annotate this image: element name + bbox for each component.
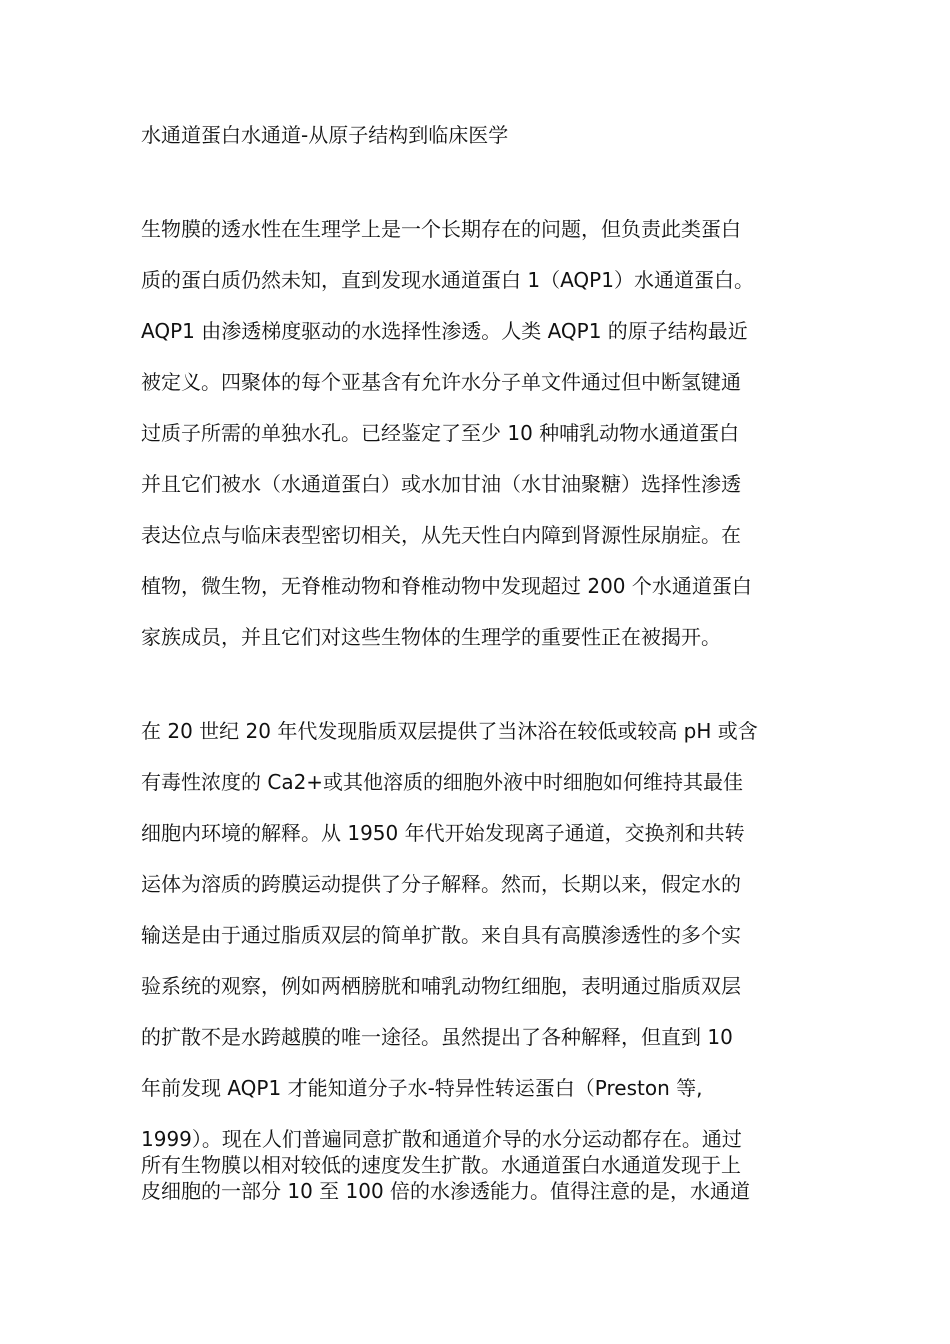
paragraph-1-line: AQP1 由渗透梯度驱动的水选择性渗透。人类 AQP1 的原子结构最近 — [141, 319, 748, 343]
paragraph-2-line: 验系统的观察，例如两栖膀胱和哺乳动物红细胞，表明通过脂质双层 — [141, 974, 741, 998]
paragraph-2-line: 在 20 世纪 20 年代发现脂质双层提供了当沐浴在较低或较高 pH 或含 — [141, 719, 758, 743]
paragraph-2-line: 皮细胞的一部分 10 至 100 倍的水渗透能力。值得注意的是，水通道 — [141, 1179, 751, 1203]
paragraph-1-line: 生物膜的透水性在生理学上是一个长期存在的问题，但负责此类蛋白 — [141, 217, 741, 241]
paragraph-2-line: 年前发现 AQP1 才能知道分子水-特异性转运蛋白（Preston 等, — [141, 1076, 703, 1100]
paragraph-1-line: 植物，微生物，无脊椎动物和脊椎动物中发现超过 200 个水通道蛋白 — [141, 574, 752, 598]
paragraph-1-line: 家族成员，并且它们对这些生物体的生理学的重要性正在被揭开。 — [141, 625, 721, 649]
paragraph-1-line: 表达位点与临床表型密切相关，从先天性白内障到肾源性尿崩症。在 — [141, 523, 741, 547]
paragraph-2-line: 输送是由于通过脂质双层的简单扩散。来自具有高膜渗透性的多个实 — [141, 923, 741, 947]
paragraph-2-line: 的扩散不是水跨越膜的唯一途径。虽然提出了各种解释，但直到 10 — [141, 1025, 733, 1049]
paragraph-2-line: 1999）。现在人们普遍同意扩散和通道介导的水分运动都存在。通过 — [141, 1127, 742, 1151]
paragraph-1-line: 被定义。四聚体的每个亚基含有允许水分子单文件通过但中断氢键通 — [141, 370, 741, 394]
paragraph-2-line: 运体为溶质的跨膜运动提供了分子解释。然而，长期以来，假定水的 — [141, 872, 741, 896]
document-title: 水通道蛋白水通道-从原子结构到临床医学 — [141, 123, 509, 147]
paragraph-1-line: 过质子所需的单独水孔。已经鉴定了至少 10 种哺乳动物水通道蛋白 — [141, 421, 740, 445]
paragraph-1-line: 并且它们被水（水通道蛋白）或水加甘油（水甘油聚糖）选择性渗透 — [141, 472, 741, 496]
paragraph-2-line: 细胞内环境的解释。从 1950 年代开始发现离子通道，交换剂和共转 — [141, 821, 745, 845]
paragraph-2-line: 有毒性浓度的 Ca2+或其他溶质的细胞外液中时细胞如何维持其最佳 — [141, 770, 744, 794]
paragraph-1-line: 质的蛋白质仍然未知，直到发现水通道蛋白 1（AQP1）水通道蛋白。 — [141, 268, 754, 292]
paragraph-2-line: 所有生物膜以相对较低的速度发生扩散。水通道蛋白水通道发现于上 — [141, 1153, 741, 1177]
